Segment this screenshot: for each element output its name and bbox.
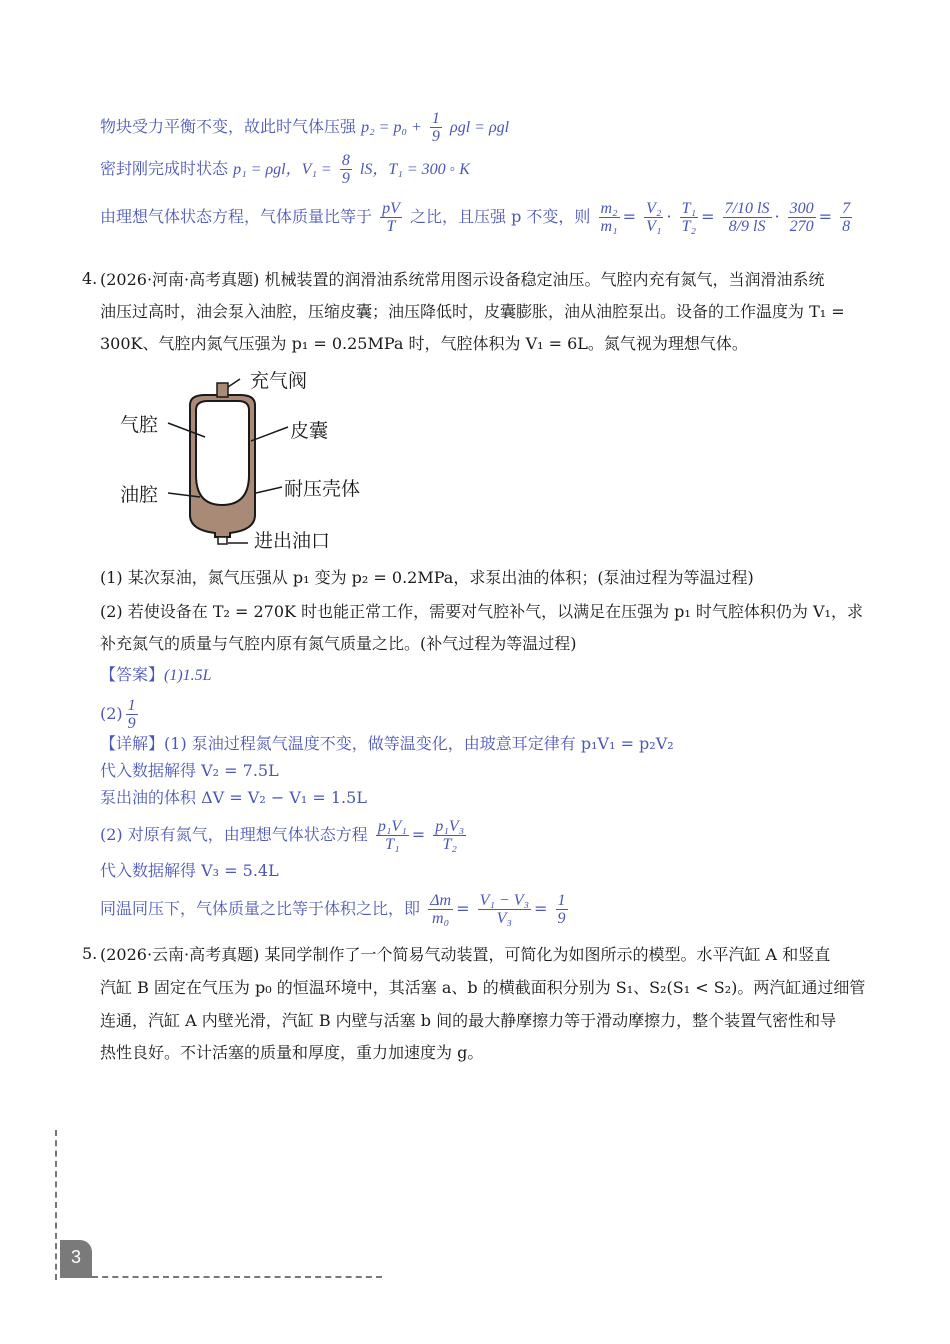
fraction: $\frac{\text{V₂}}{\text{V₁}}$ (646, 200, 662, 235)
detail-line-3: 泵出油的体积 ΔV = V₂ − V₁ = 1.5L (100, 788, 367, 807)
question-4-sub-2-line-2: 补充氮气的质量与气腔内原有氮气质量之比。(补气过程为等温过程) (100, 634, 577, 653)
solution-text: 由理想气体状态方程，气体质量比等于 (100, 207, 373, 226)
fraction: $\frac{1}{9}$ (431, 110, 440, 145)
detail-line-6: 同温同压下，气体质量之比等于体积之比，即 $\frac{\Delta m}{\text{m₀}}$ = $\frac{\text{V₁ − V₃}}{\text{V₃}}$ = $\frac{1}{9}$ (100, 892, 566, 927)
fraction: $\frac{\text{T₁}}{\text{T₂}}$ (681, 200, 697, 235)
math-expr: ρgl = ρgl (450, 119, 510, 136)
question-4-sub-2-line-1: (2) 若使设备在 T₂ = 270K 时也能正常工作，需要对气腔补气，以满足在压强为 p₁ 时气腔体积仍为 V₁，求 (100, 602, 863, 621)
detail-line-5: 代入数据解得 V₃ = 5.4L (100, 861, 279, 880)
prev-solution-line-2 (100, 152, 470, 187)
question-4-line-2: 油压过高时，油会泵入油腔，压缩皮囊；油压降低时，皮囊膨胀，油从油腔泵出。设备的工作温度为 T₁ = (100, 302, 845, 321)
page-number: 3 (60, 1240, 92, 1278)
math-expr: p₁ = ρgl，V₁ = (233, 161, 332, 178)
question-5-line-3: 连通，汽缸 A 内壁光滑，汽缸 B 内壁与活塞 b 间的最大静摩擦力等于滑动摩擦力，整个装置气密性和导 (100, 1011, 837, 1030)
fraction: $\frac{1}{9}$ (127, 697, 136, 732)
question-4-line-1: (2026·河南·高考真题) 机械装置的润滑油系统常用图示设备稳定油压。气腔内充有氮气，当润滑油系统 (100, 270, 825, 289)
detail-text: 同温同压下，气体质量之比等于体积之比，即 (100, 899, 421, 918)
valve-icon (217, 383, 228, 397)
solution-text: 之比，且压强 p 不变，则 (409, 207, 591, 226)
label-valve: 充气阀 (250, 370, 308, 392)
label-shell: 耐压壳体 (284, 478, 361, 500)
answer-line-1 (100, 664, 212, 687)
label-gas-chamber: 气腔 (120, 414, 159, 436)
accumulator-diagram (110, 365, 370, 555)
fraction: $\frac{\Delta m}{\text{m₀}}$ (430, 892, 452, 927)
answer-label: 【答案】 (100, 665, 165, 684)
question-4-sub-1: (1) 某次泵油，氮气压强从 p₁ 变为 p₂ = 0.2MPa，求泵出油的体积；(泵油过程为等温过程) (100, 568, 754, 587)
fraction: $\frac{7}{8}$ (842, 200, 851, 235)
question-4-number: 4. (82, 269, 98, 288)
fraction: $\frac{\text{p₁V₃}}{\text{T₂}}$ (435, 818, 465, 853)
question-4-line-3: 300K、气腔内氮气压强为 p₁ = 0.25MPa 时，气腔体积为 V₁ = 6L。氮气视为理想气体。 (100, 334, 748, 353)
math-expr: p₂ = p₀ + (361, 119, 422, 136)
detail-label: 【详解】 (100, 734, 165, 753)
label-oil-chamber: 油腔 (120, 484, 159, 506)
answer-line-2 (100, 697, 141, 732)
oil-port-icon (218, 537, 227, 544)
fraction: $\frac{\text{V₁ − V₃}}{\text{V₃}}$ (479, 892, 530, 927)
detail-line-2: 代入数据解得 V₂ = 7.5L (100, 761, 279, 780)
solution-text: 密封刚完成时状态 (100, 159, 229, 178)
answer-2-prefix: (2) (100, 704, 123, 723)
bladder (196, 401, 249, 505)
question-5-line-4: 热性良好。不计活塞的质量和厚度，重力加速度为 g。 (100, 1043, 484, 1062)
fraction: $\frac{\text{m₂}}{\text{m₁}}$ (600, 200, 618, 235)
detail-line-4: (2) 对原有氮气，由理想气体状态方程 $\frac{\text{p₁V₁}}{\text{T₁}}$ = $\frac{\text{p₁V₃}}{\text{T₂}}$ (100, 818, 465, 853)
answer-1: (1)1.5L (164, 667, 212, 684)
detail-text: (1) 泵油过程氮气温度不变，做等温变化，由玻意耳定律有 p₁V₁ = p₂V₂ (164, 734, 674, 753)
label-bladder: 皮囊 (290, 420, 329, 442)
fraction: $\frac{8}{9}$ (341, 152, 350, 187)
fraction: $\frac{300}{270}$ (789, 200, 814, 235)
fraction: $\frac{1}{9}$ (557, 892, 566, 927)
detail-text: (2) 对原有氮气，由理想气体状态方程 (100, 825, 368, 844)
question-5-line-2: 汽缸 B 固定在气压为 p₀ 的恒温环境中，其活塞 a、b 的横截面积分别为 S₁、S₂(S₁ < S₂)。两汽缸通过细管 (100, 978, 866, 997)
fraction: $\frac{7/10 lS}{8/9 lS}$ (724, 200, 770, 235)
question-5-number: 5. (82, 944, 98, 963)
footer-dashed-horizontal (92, 1276, 382, 1278)
solution-text: 物块受力平衡不变，故此时气体压强 (100, 117, 357, 136)
prev-solution-line-3: 由理想气体状态方程，气体质量比等于 $\frac{pV}{T}$ 之比，且压强 p 不变，则 $\frac{\text{m₂}}{\text{m₁}}$ = $\frac{\text{V₂}}{\text{V₁}}$ · $\frac{\text{T₁}}{\text{T₂}}$ = $\frac{7/10 lS}{8/9 lS}$ · $\frac{300}{270}$ = $\frac{7}{8}$ (100, 200, 851, 235)
question-5-line-1: (2026·云南·高考真题) 某同学制作了一个简易气动装置，可简化为如图所示的模型。水平汽缸 A 和竖直 (100, 945, 831, 964)
fraction: $\frac{pV}{T}$ (382, 200, 400, 235)
label-oil-port: 进出油口 (254, 530, 331, 552)
math-expr: lS，T₁ = 300 ◦ K (359, 161, 470, 178)
fraction: $\frac{\text{p₁V₁}}{\text{T₁}}$ (377, 818, 407, 853)
detail-line-1 (100, 733, 674, 755)
prev-solution-line-1 (100, 110, 509, 145)
footer-dashed-vertical (55, 1130, 57, 1280)
